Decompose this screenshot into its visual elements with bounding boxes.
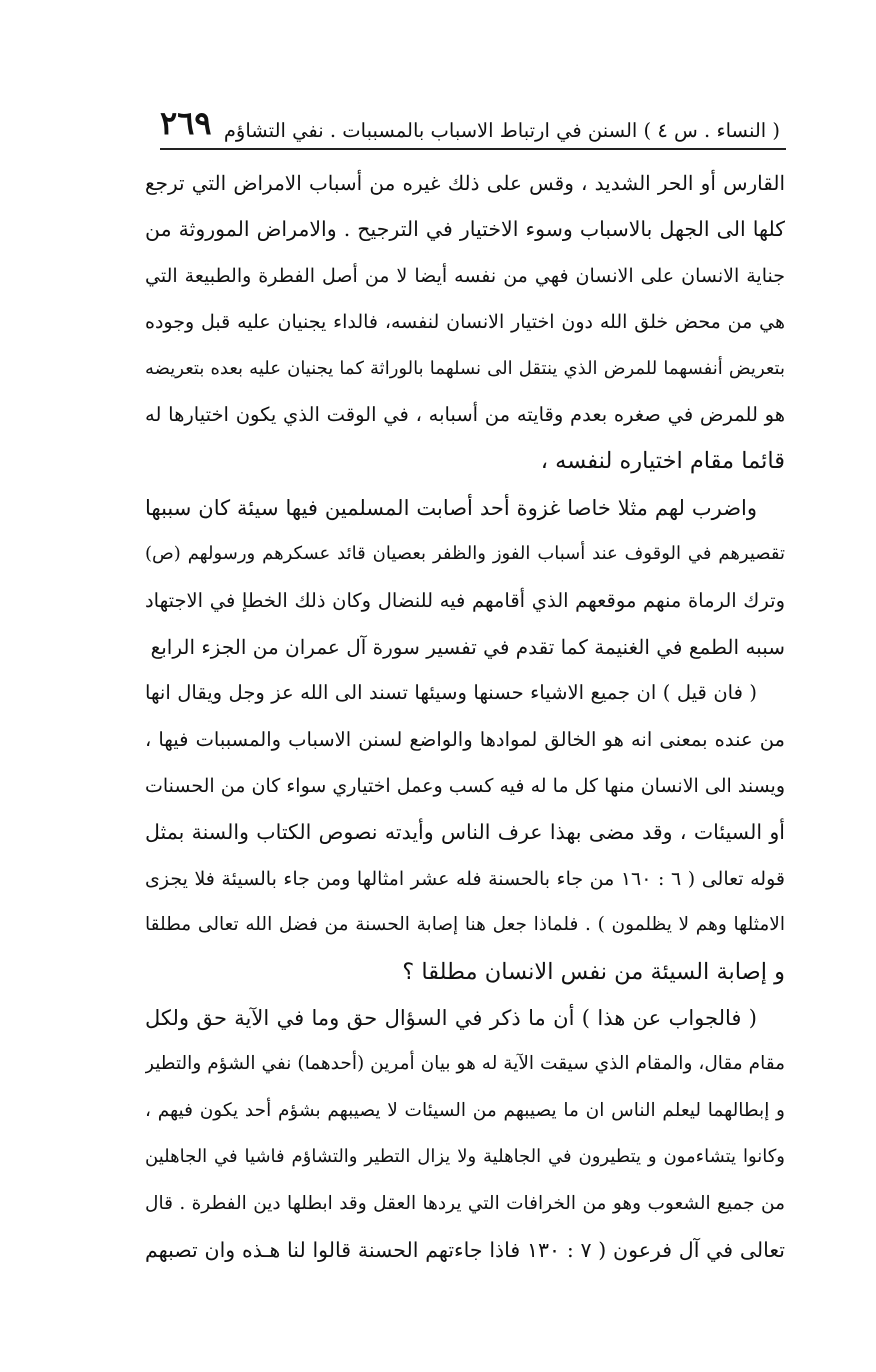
text-line: وكانوا يتشاءمون و يتطيرون في الجاهلية ولا يزال التطير والتشاؤم فاشيا في الجاهلين: [145, 1146, 785, 1168]
text-line: تعالى في آل فرعون ( ٧ : ١٣٠ فاذا جاءتهم الحسنة قالوا لنا هـذه وان تصبهم: [145, 1237, 785, 1262]
header-title: ( النساء . س ٤ ) السنن في ارتباط الاسباب بالمسببات . نفي التشاؤم: [223, 119, 780, 142]
text-line: سببه الطمع في الغنيمة كما تقدم في تفسير سورة آل عمران من الجزء الرابع: [150, 634, 785, 659]
page-number: ٢٦٩: [160, 104, 212, 142]
header-divider: [160, 148, 786, 150]
text-line: هو للمرض في صغره بعدم وقايته من أسبابه ، في الوقت الذي يكون اختيارها له: [145, 402, 785, 426]
text-line: ( فالجواب عن هذا ) أن ما ذكر في السؤال حق وما في الآية حق ولكل: [145, 1006, 757, 1031]
text-line: كلها الى الجهل بالاسباب وسوء الاختيار في الترجيح . والامراض الموروثة من: [145, 217, 785, 242]
text-line: تقصيرهم في الوقوف عند أسباب الفوز والظفر بعصيان قائد عسكرهم ورسولهم (ص): [145, 543, 785, 565]
text-line: بتعريض أنفسهما للمرض الذي ينتقل الى نسلهما بالوراثة كما يجنيان عليه بعده بتعريضه: [145, 357, 785, 379]
text-line: أو السيئات ، وقد مضى بهذا عرف الناس وأيدته نصوص الكتاب والسنة بمثل: [145, 820, 785, 845]
text-line: مقام مقال، والمقام الذي سيقت الآية له هو بيان أمرين (أحدهما) نفي الشؤم والتطير: [145, 1053, 785, 1075]
text-line: و إبطالهما ليعلم الناس ان ما يصيبهم من السيئات لا يصيبهم بشؤم أحد يكون فيهم ،: [145, 1099, 785, 1121]
paragraph: [145, 670, 785, 995]
text-line: الامثلها وهم لا يظلمون ) . فلماذا جعل هنا إصابة الحسنة من فضل الله تعالى مطلقا: [145, 914, 785, 936]
text-line: ويسند الى الانسان منها كل ما له فيه كسب وعمل اختياري سواء كان من الحسنات: [145, 775, 785, 798]
text-line: قوله تعالى ( ٦ : ١٦٠ من جاء بالحسنة فله عشر امثالها ومن جاء بالسيئة فلا يجزى: [145, 867, 785, 890]
text-line: واضرب لهم مثلا خاصا غزوة أحد أصابت المسلمين فيها سيئة كان سببها: [145, 495, 757, 520]
text-line: القارس أو الحر الشديد ، وقس على ذلك غيره من أسباب الامراض التي ترجع: [145, 171, 785, 195]
text-line: جناية الانسان على الانسان فهي من نفسه أيضا لا من أصل الفطرة والطبيعة التي: [145, 264, 785, 287]
paragraph: [145, 995, 785, 1273]
body-text: [145, 160, 785, 1273]
paragraph: [145, 160, 785, 485]
text-line: ( فان قيل ) ان جميع الاشياء حسنها وسيئها تسند الى الله عز وجل ويقال انها: [145, 681, 757, 705]
text-line: وترك الرماة منهم موقعهم الذي أقامهم فيه للنضال وكان ذلك الخطإ في الاجتهاد: [145, 588, 785, 612]
running-header: [160, 92, 780, 142]
paragraph: [145, 485, 785, 671]
text-line: و إصابة السيئة من نفس الانسان مطلقا ؟: [402, 958, 785, 985]
text-line: قائما مقام اختياره لنفسه ،: [540, 448, 785, 475]
text-line: من عنده بمعنى انه هو الخالق لموادها والواضع لسنن الاسباب والمسببات فيها ،: [145, 727, 785, 751]
text-line: من جميع الشعوب وهو من الخرافات التي يردها العقل وقد ابطلها دين الفطرة . قال: [145, 1192, 785, 1214]
text-line: هي من محض خلق الله دون اختيار الانسان لنفسه، فالداء يجنيان عليه قبل وجوده: [145, 311, 785, 334]
